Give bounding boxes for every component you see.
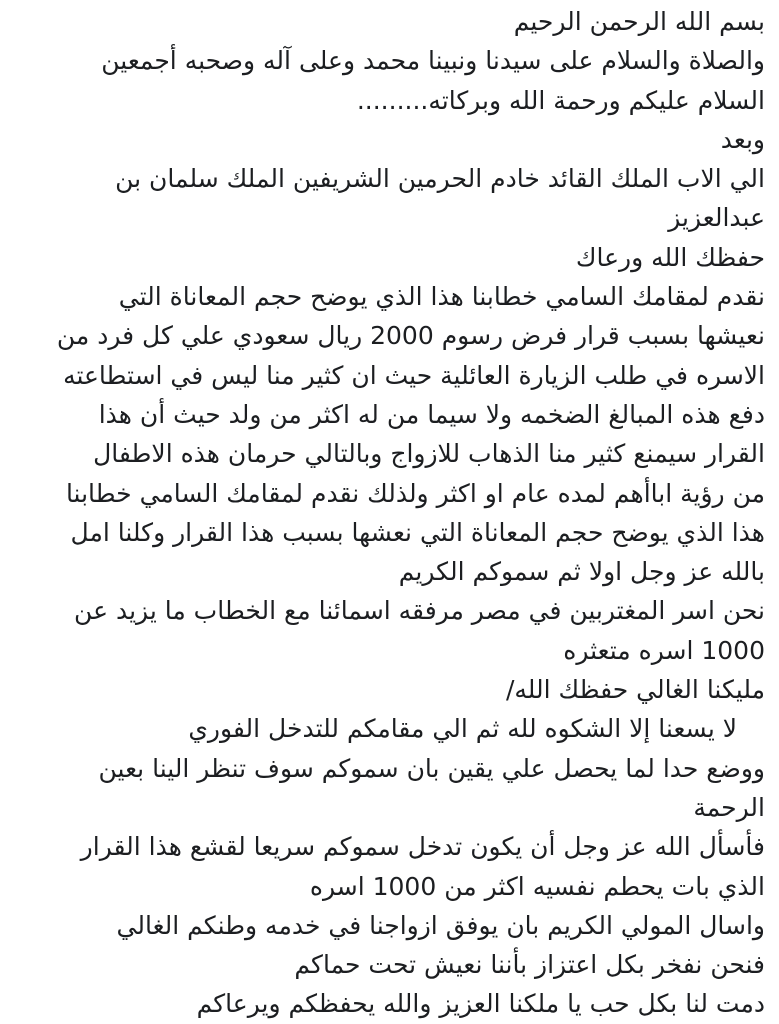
text-line-appeal-body: الرحمة: [693, 792, 765, 822]
text-line-body: نعيشها بسبب قرار فرض رسوم 2000 ريال سعودي علي كل فرد من: [56, 321, 765, 351]
text-line-body: من رؤية اباأهم لمده عام او اكثر ولذلك نقدم لمقامك السامي خطابنا: [65, 478, 765, 508]
text-line-wabaad: وبعد: [720, 124, 765, 154]
text-line-body: القرار سيمنع كثير منا الذهاب للازواج وبالتالي حرمان هذه الاطفال: [93, 439, 765, 469]
text-line-body: نحن اسر المغتربين في مصر مرفقه اسمائنا مع الخطاب ما يزيد عن: [74, 596, 765, 626]
text-line-prayer: فنحن نفخر بكل اعتزاز بأننا نعيش تحت حماكم: [294, 950, 765, 980]
text-line-body: الاسره في طلب الزيارة العائلية حيث ان كثير منا ليس في استطاعته: [63, 360, 765, 390]
text-line-addressee-cont: عبدالعزيز: [668, 203, 765, 233]
text-line-prayer: فأسأل الله عز وجل أن يكون تدخل سموكم سريعا لقشع هذا القرار: [80, 832, 765, 862]
text-line-appeal: مليكنا الغالي حفظك الله/: [505, 675, 765, 705]
text-line-salat: والصلاة والسلام على سيدنا ونبينا محمد وعلى آله وصحبه أجمعين: [101, 46, 765, 76]
text-line-body: دفع هذه المبالغ الضخمه ولا سيما من له اكثر من ولد حيث أن هذا: [98, 399, 765, 429]
text-line-body: 1000 اسره متعثره: [563, 635, 765, 665]
text-line-body: بالله عز وجل اولا ثم سموكم الكريم: [398, 557, 765, 587]
text-line-body: نقدم لمقامك السامي خطابنا هذا الذي يوضح حجم المعاناة التي: [118, 282, 765, 312]
text-line-body: هذا الذي يوضح حجم المعاناة التي نعشها بسبب هذا القرار وكلنا امل: [70, 517, 765, 547]
text-line-closing: دمت لنا بكل حب يا ملكنا العزيز والله يحفظكم ويرعاكم: [196, 989, 765, 1019]
post-text: [5, 2, 765, 1024]
text-line-greeting: السلام عليكم ورحمة الله وبركاته.........: [356, 85, 765, 115]
text-line-basmala: بسم الله الرحمن الرحيم: [513, 7, 765, 36]
text-line-prayer: واسال المولي الكريم بان يوفق ازواجنا في خدمه وطنكم الغالي: [116, 910, 765, 940]
text-line-blessing: حفظك الله ورعاك: [575, 242, 765, 272]
text-line-appeal-body: لا يسعنا إلا الشكوه لله ثم الي مقامكم للتدخل الفوري: [188, 714, 737, 744]
text-line-addressee: الي الاب الملك القائد خادم الحرمين الشريفين الملك سلمان بن: [115, 164, 765, 194]
text-line-appeal-body: ووضع حدا لما يحصل علي يقين بان سموكم سوف تنظر الينا بعين: [98, 753, 765, 783]
text-line-prayer: الذي بات يحطم نفسيه اكثر من 1000 اسره: [309, 871, 765, 901]
